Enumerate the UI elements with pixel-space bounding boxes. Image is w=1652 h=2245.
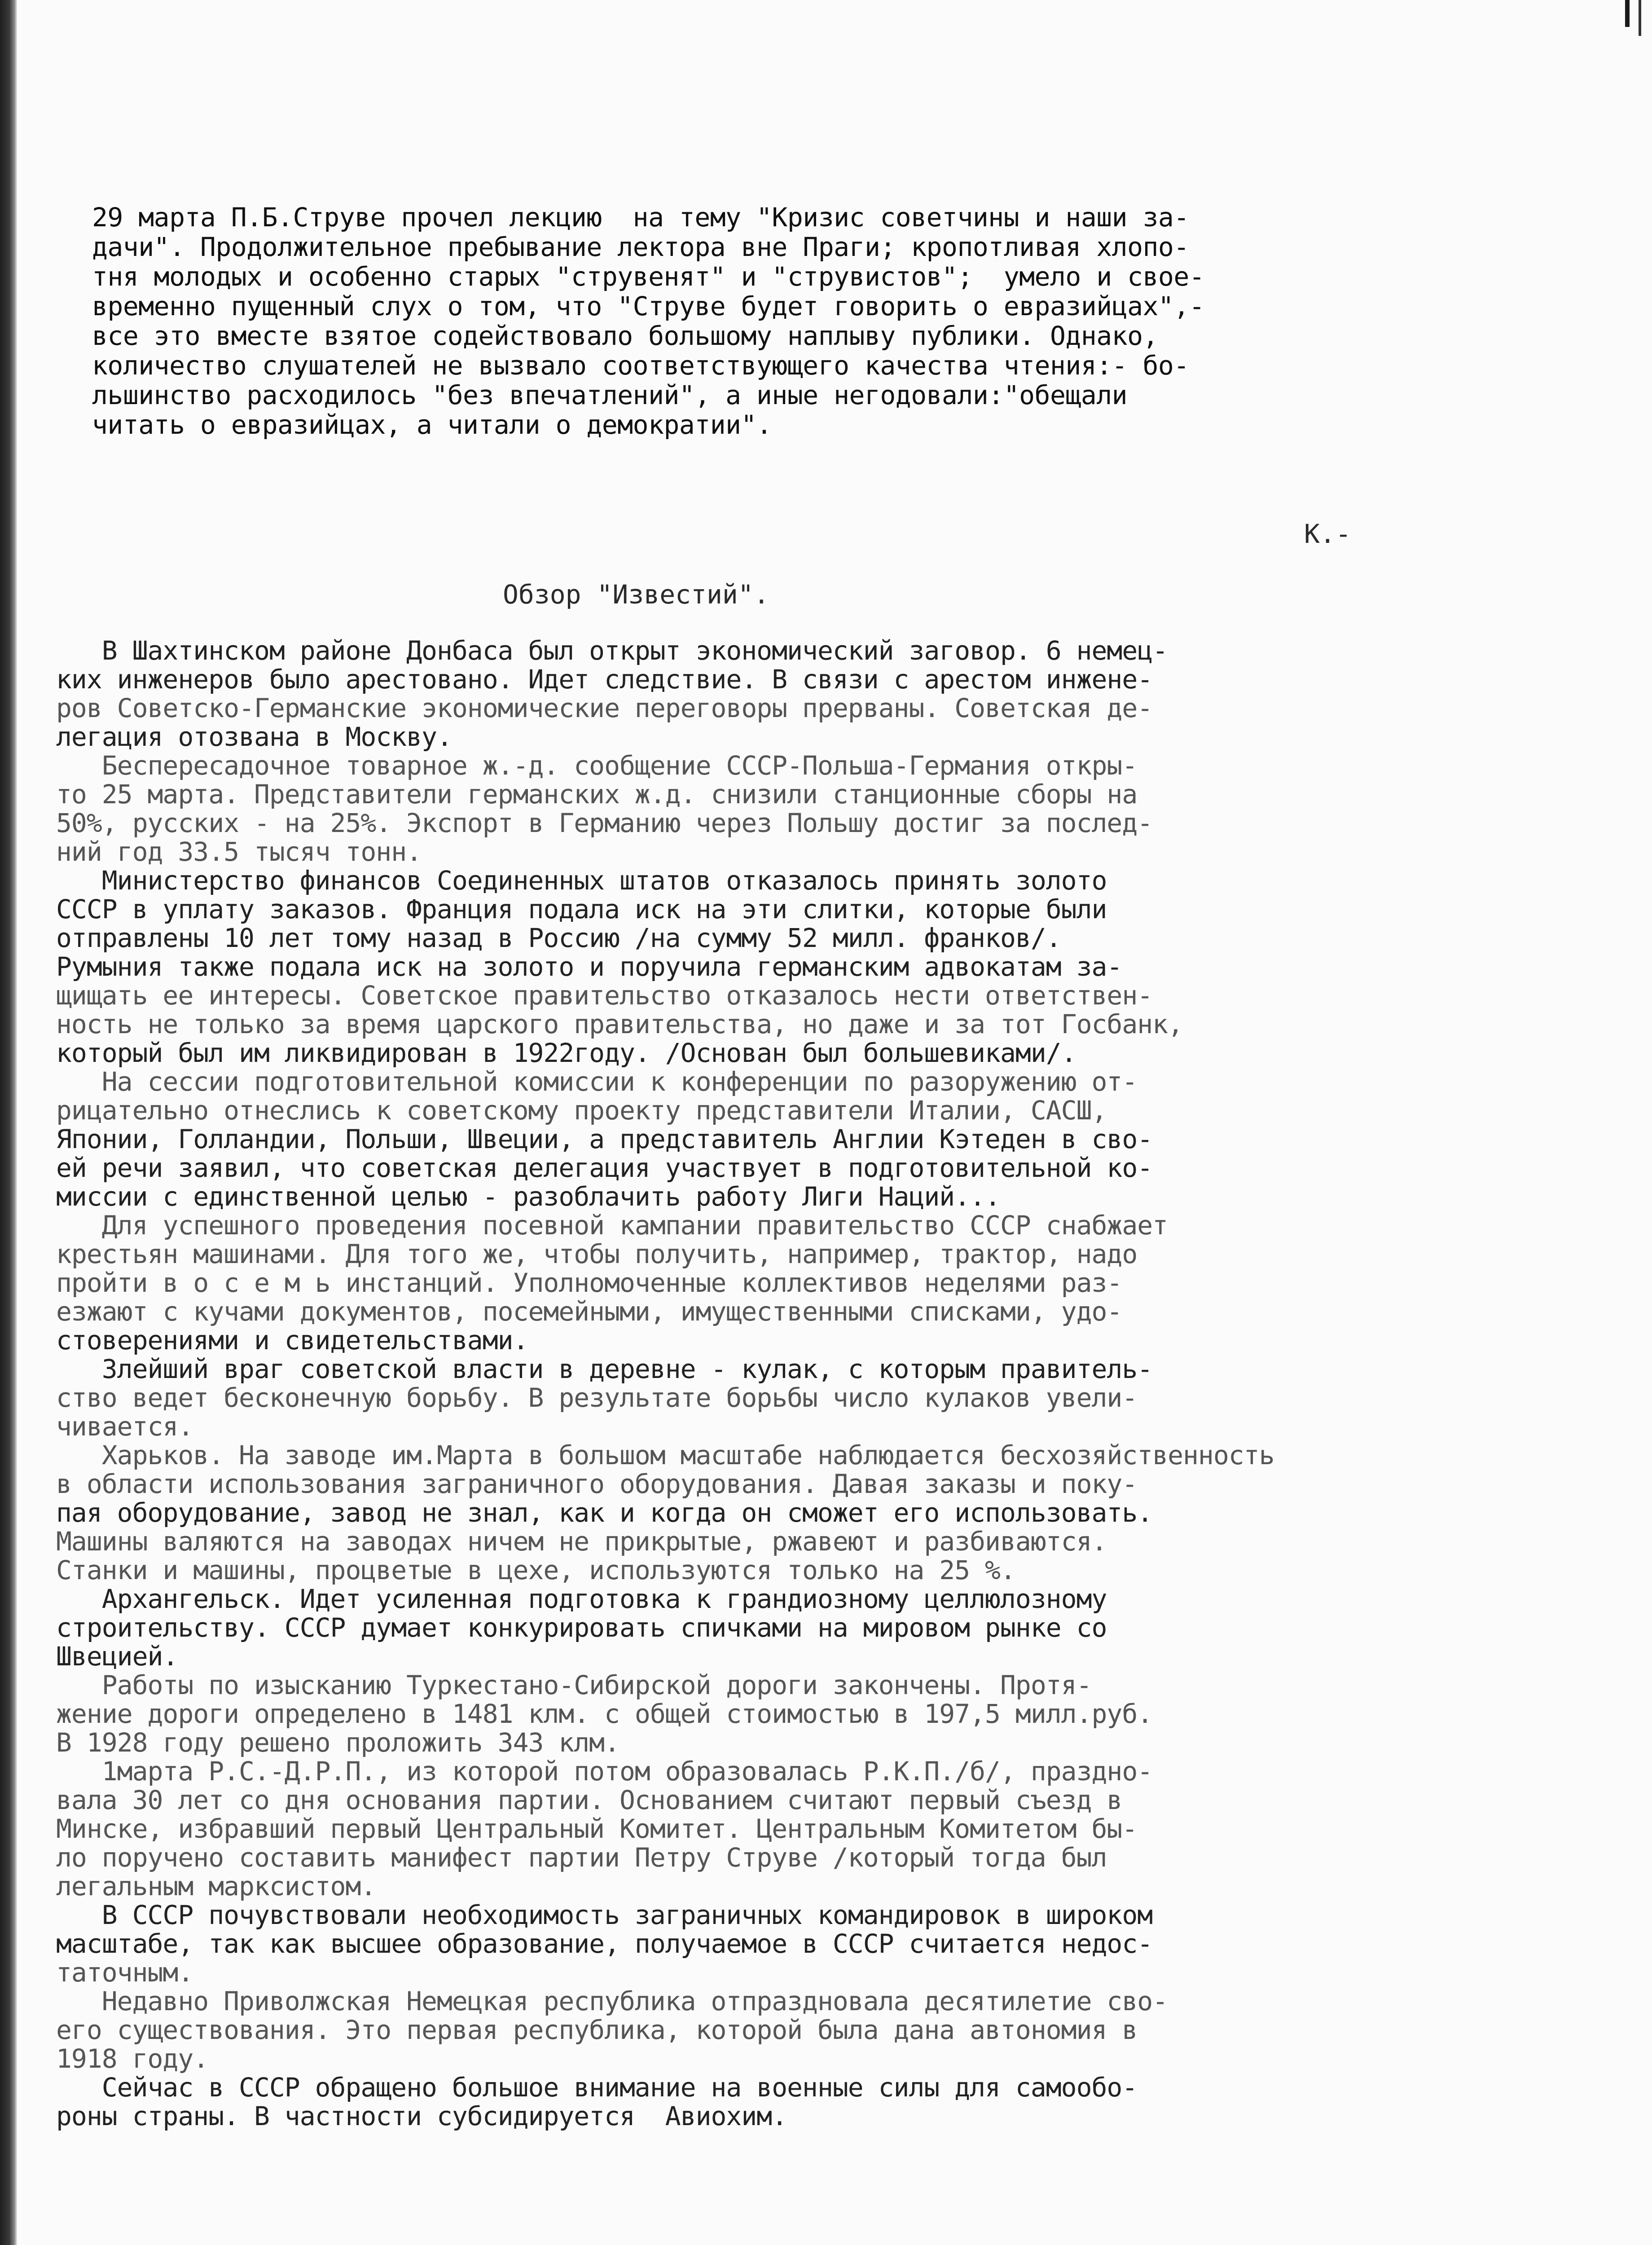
- news-review-body: [56, 635, 1524, 2132]
- text-line: Сейчас в СССР обращено большое внимание на военные силы для самообо-: [56, 2072, 1138, 2103]
- text-line: в области использования заграничного оборудования. Давая заказы и поку-: [56, 1469, 1138, 1499]
- text-line: 1918 году.: [56, 2043, 209, 2074]
- text-line: ность не только за время царского правительства, но даже и за тот Госбанк,: [56, 1009, 1183, 1039]
- text-line: легальным марксистом.: [56, 1871, 376, 1902]
- text-line: Минске, избравший первый Центральный Комитет. Центральным Комитетом бы-: [56, 1814, 1138, 1844]
- binding-edge: [0, 0, 17, 2245]
- text-line: В Шахтинском районе Донбаса был открыт экономический заговор. 6 немец-: [56, 635, 1168, 666]
- text-line: миссии с единственной целью - разоблачить работу Лиги Наций...: [56, 1181, 1000, 1212]
- text-line: масштабе, так как высшее образование, получаемое в СССР считается недос-: [56, 1928, 1153, 1959]
- text-line: Харьков. На заводе им.Марта в большом масштабе наблюдается бесхозяйственность: [56, 1440, 1274, 1470]
- lecture-paragraph: [92, 204, 1520, 441]
- text-line: ло поручено составить манифест партии Петру Струве /который тогда был: [56, 1842, 1107, 1873]
- text-line: льшинство расходилось "без впечатлений", а иные негодовали:"обещали: [92, 380, 1128, 410]
- text-line: пая оборудование, завод не знал, как и когда он сможет его использовать.: [56, 1497, 1153, 1528]
- film-edge-mark-2: [1639, 0, 1641, 36]
- text-line: крестьян машинами. Для того же, чтобы получить, например, трактор, надо: [56, 1239, 1138, 1269]
- section-heading: Обзор "Известий".: [503, 579, 769, 610]
- text-line: пройти в о с е м ь инстанций. Уполномоченные коллективов неделями раз-: [56, 1268, 1122, 1298]
- text-line: строительству. СССР думает конкурировать спичками на мировом рынке со: [56, 1612, 1107, 1643]
- text-line: Злейший враг советской власти в деревне - кулак, с которым правитель-: [56, 1354, 1153, 1384]
- text-line: все это вместе взятое содействовало большому наплыву публики. Однако,: [92, 321, 1158, 351]
- text-line: Для успешного проведения посевной кампании правительство СССР снабжает: [56, 1210, 1168, 1241]
- text-line: Машины валяются на заводах ничем не прикрытые, ржавеют и разбиваются.: [56, 1526, 1107, 1557]
- text-line: дачи". Продолжительное пребывание лектора вне Праги; кропотливая хлопо-: [92, 232, 1189, 262]
- text-line: легация отозвана в Москву.: [56, 722, 452, 752]
- text-line: количество слушателей не вызвало соответствующего качества чтения:- бо-: [92, 350, 1189, 381]
- text-line: В СССР почувствовали необходимость заграничных командировок в широком: [56, 1900, 1153, 1930]
- author-signature: К.-: [1304, 519, 1351, 549]
- text-line: 29 марта П.Б.Струве прочел лекцию на тему "Кризис советчины и наши за-: [92, 202, 1189, 233]
- text-line: ких инженеров было арестовано. Идет следствие. В связи с арестом инжене-: [56, 664, 1153, 695]
- text-line: Швецией.: [56, 1641, 178, 1672]
- text-line: то 25 марта. Представители германских ж.д. снизили станционные сборы на: [56, 779, 1138, 810]
- text-line: его существования. Это первая республика, которой была дана автономия в: [56, 2015, 1138, 2045]
- text-line: Японии, Голландии, Польши, Швеции, а представитель Англии Кэтеден в сво-: [56, 1124, 1153, 1154]
- text-line: СССР в уплату заказов. Франция подала иск на эти слитки, которые были: [56, 894, 1107, 924]
- text-line: На сессии подготовительной комиссии к конференции по разоружению от-: [56, 1066, 1138, 1097]
- text-line: вала 30 лет со дня основания партии. Основанием считают первый съезд в: [56, 1785, 1122, 1815]
- text-line: жение дороги определено в 1481 клм. с общей стоимостью в 197,5 милл.руб.: [56, 1699, 1153, 1729]
- text-line: рицательно отнеслись к советскому проекту представители Италии, САСШ,: [56, 1095, 1107, 1126]
- text-line: В 1928 году решено проложить 343 клм.: [56, 1727, 620, 1758]
- text-line: щищать ее интересы. Советское правительство отказалось нести ответствен-: [56, 980, 1153, 1011]
- text-line: стоверениями и свидетельствами.: [56, 1325, 528, 1356]
- text-line: временно пущенный слух о том, что "Струве будет говорить о евразийцах",-: [92, 291, 1205, 321]
- text-line: который был им ликвидирован в 1922году. /Основан был большевиками/.: [56, 1038, 1076, 1068]
- text-line: 1марта Р.С.-Д.Р.П., из которой потом образовалась Р.К.П./б/, праздно-: [56, 1756, 1153, 1787]
- text-line: ство ведет бесконечную борьбу. В результате борьбы число кулаков увели-: [56, 1382, 1138, 1413]
- text-line: ний год 33.5 тысяч тонн.: [56, 836, 422, 867]
- text-line: Архангельск. Идет усиленная подготовка к грандиозному целлюлозному: [56, 1584, 1107, 1614]
- text-line: ров Советско-Германские экономические переговоры прерваны. Советская де-: [56, 693, 1153, 723]
- text-line: Министерство финансов Соединенных штатов отказалось принять золото: [56, 865, 1107, 896]
- text-line: Румыния также подала иск на золото и поручила германским адвокатам за-: [56, 951, 1122, 982]
- text-line: Беспересадочное товарное ж.-д. сообщение СССР-Польша-Германия откры-: [56, 750, 1138, 781]
- text-line: Недавно Приволжская Немецкая республика отпраздновала десятилетие сво-: [56, 1986, 1168, 2016]
- text-line: 50%, русских - на 25%. Экспорт в Германию через Польшу достиг за послед-: [56, 808, 1153, 838]
- text-line: чивается.: [56, 1411, 193, 1442]
- text-line: Станки и машины, процветые в цехе, используются только на 25 %.: [56, 1555, 1015, 1585]
- text-line: тня молодых и особенно старых "струвенят" и "струвистов"; умело и свое-: [92, 261, 1205, 292]
- text-line: езжают с кучами документов, посемейными, имущественными списками, удо-: [56, 1296, 1122, 1327]
- text-line: роны страны. В частности субсидируется Авиохим.: [56, 2101, 787, 2131]
- text-line: отправлены 10 лет тому назад в Россию /на сумму 52 милл. франков/.: [56, 923, 1061, 953]
- text-line: Работы по изысканию Туркестано-Сибирской дороги закончены. Протя-: [56, 1670, 1092, 1700]
- text-line: ей речи заявил, что советская делегация участвует в подготовительной ко-: [56, 1153, 1153, 1183]
- text-line: таточным.: [56, 1957, 193, 1988]
- film-edge-mark: [1625, 0, 1630, 27]
- text-line: читать о евразийцах, а читали о демократии".: [92, 409, 772, 440]
